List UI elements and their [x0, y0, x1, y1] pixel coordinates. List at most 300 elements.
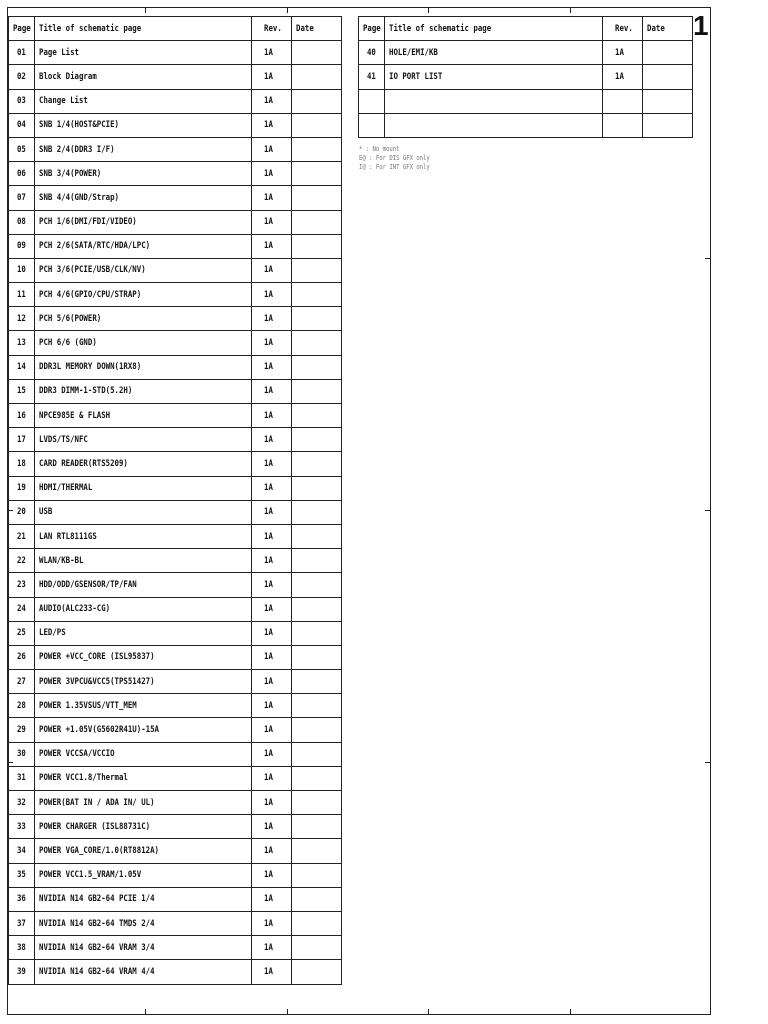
page-title-cell: [385, 89, 603, 113]
page-title-cell: [35, 573, 252, 597]
page-number-cell: [9, 234, 35, 258]
table-row: [9, 791, 342, 815]
page-number-cell-text: 33: [17, 821, 26, 832]
page-number-cell: [9, 452, 35, 476]
page-number-cell: [9, 65, 35, 89]
date-cell: [292, 89, 342, 113]
col-header-page-text: Page: [362, 23, 381, 34]
page-title-cell: [35, 670, 252, 694]
page-number-cell: [359, 89, 385, 113]
table-row: [9, 911, 342, 935]
date-cell: [292, 210, 342, 234]
page-title-cell-text: HOLE/EMI/KB: [389, 47, 438, 58]
revision-cell: [603, 89, 643, 113]
table-row: [359, 65, 693, 89]
date-cell: [643, 65, 693, 89]
page-number-cell: [9, 283, 35, 307]
revision-cell-text: 1A: [264, 507, 273, 518]
revision-cell: [603, 65, 643, 89]
date-cell: [292, 960, 342, 984]
table-row: [9, 162, 342, 186]
table-row: [9, 887, 342, 911]
page-number-cell: [9, 694, 35, 718]
date-cell: [292, 742, 342, 766]
col-header-rev-text: Rev.: [615, 23, 633, 34]
revision-cell: [252, 404, 292, 428]
col-header-rev-text: Rev.: [264, 23, 282, 34]
table-row: [9, 476, 342, 500]
table-row: [9, 621, 342, 645]
page-title-cell: [35, 911, 252, 935]
page-title-cell: [35, 791, 252, 815]
page-title-cell-text: WLAN/KB-BL: [39, 555, 84, 566]
page-title-cell-text: LAN RTL8111GS: [39, 531, 97, 542]
revision-cell: [252, 887, 292, 911]
page-number-cell: [9, 645, 35, 669]
page-title-cell-text: Page List: [39, 47, 80, 58]
page-title-cell-text: SNB 2/4(DDR3 I/F): [39, 144, 115, 155]
col-header-page-text: Page: [12, 23, 31, 34]
page-title-cell: [35, 379, 252, 403]
frame-tick: [570, 7, 571, 13]
page-number-cell: [9, 113, 35, 137]
revision-cell: [252, 41, 292, 65]
revision-cell-text: 1A: [264, 579, 273, 590]
page-list-table-right: [358, 16, 693, 138]
revision-cell-text: 1A: [264, 725, 273, 736]
page-title-cell: [35, 815, 252, 839]
revision-cell-text: 1A: [264, 652, 273, 663]
page-number-cell: [9, 549, 35, 573]
page-title-cell-text: NVIDIA N14 GB2-64 VRAM 4/4: [39, 966, 155, 977]
table-row: [9, 307, 342, 331]
table-row: [9, 234, 342, 258]
page-number-cell-text: 09: [17, 241, 26, 252]
table-row: [9, 113, 342, 137]
page-number-cell-text: 17: [17, 434, 26, 445]
page-title-cell: [35, 41, 252, 65]
page-number-cell-text: 23: [17, 579, 26, 590]
table-row: [9, 41, 342, 65]
revision-cell: [252, 379, 292, 403]
date-cell: [292, 718, 342, 742]
page-number-cell-text: 29: [17, 725, 26, 736]
table-row: [9, 742, 342, 766]
revision-cell: [252, 839, 292, 863]
page-number-cell-text: 04: [17, 120, 26, 131]
page-number-cell-text: 28: [17, 700, 26, 711]
page-number-cell-text: 41: [367, 71, 376, 82]
date-cell: [292, 41, 342, 65]
date-cell: [292, 839, 342, 863]
page-title-cell: [35, 137, 252, 161]
page-title-cell: [385, 65, 603, 89]
date-cell: [292, 791, 342, 815]
revision-cell-text: 1A: [264, 918, 273, 929]
page-number-cell: [9, 573, 35, 597]
table-row: [9, 645, 342, 669]
page-number-cell-text: 26: [17, 652, 26, 663]
table-row: [9, 573, 342, 597]
col-header-page: [359, 17, 385, 41]
revision-cell-text: 1A: [264, 628, 273, 639]
page-title-cell-text: POWER VCCSA/VCCIO: [39, 749, 115, 760]
page-number-cell: [9, 89, 35, 113]
page-number-cell: [9, 500, 35, 524]
revision-cell-text: 1A: [264, 386, 273, 397]
page-number-cell-text: 16: [17, 410, 26, 421]
revision-cell-text: 1A: [264, 749, 273, 760]
table-row: [9, 186, 342, 210]
page-number-cell: [9, 815, 35, 839]
date-cell: [292, 283, 342, 307]
revision-cell-text: 1A: [264, 362, 273, 373]
page-number-cell-text: 31: [17, 773, 26, 784]
revision-cell: [252, 694, 292, 718]
page-number-cell: [9, 621, 35, 645]
page-title-cell-text: PCH 1/6(DMI/FDI/VIDEO): [39, 217, 137, 228]
revision-cell-text: 1A: [264, 483, 273, 494]
col-header-title: [385, 17, 603, 41]
page-number-cell: [9, 742, 35, 766]
date-cell: [292, 911, 342, 935]
date-cell: [643, 113, 693, 137]
date-cell: [292, 355, 342, 379]
date-cell: [292, 428, 342, 452]
page-number-cell: [9, 863, 35, 887]
col-header-date-text: Date: [296, 23, 314, 34]
page-title-cell-text: POWER VGA_CORE/1.0(RT8812A): [39, 845, 159, 856]
revision-cell-text: 1A: [615, 71, 624, 82]
page-number-cell-text: 27: [17, 676, 26, 687]
date-cell: [292, 621, 342, 645]
revision-cell: [252, 210, 292, 234]
page-number-cell-text: 35: [17, 870, 26, 881]
revision-cell-text: 1A: [264, 966, 273, 977]
revision-cell: [252, 791, 292, 815]
revision-cell-text: 1A: [264, 168, 273, 179]
date-cell: [292, 694, 342, 718]
page-title-cell-text: SNB 1/4(HOST&PCIE): [39, 120, 119, 131]
col-header-rev: [252, 17, 292, 41]
page-number-cell: [9, 718, 35, 742]
revision-cell-text: 1A: [264, 241, 273, 252]
page-title-cell-text: AUDIO(ALC233-CG): [39, 604, 111, 615]
page-number-cell: [9, 258, 35, 282]
revision-cell: [252, 113, 292, 137]
page-number-cell: [359, 65, 385, 89]
revision-cell-text: 1A: [264, 797, 273, 808]
revision-cell-text: 1A: [264, 773, 273, 784]
page-title-cell: [35, 621, 252, 645]
revision-cell: [252, 742, 292, 766]
revision-cell: [252, 355, 292, 379]
revision-cell: [252, 936, 292, 960]
page-number-cell-text: 07: [17, 192, 26, 203]
page-title-cell-text: PCH 6/6 (GND): [39, 338, 97, 349]
page-number-cell-text: 11: [17, 289, 26, 300]
date-cell: [292, 549, 342, 573]
page-title-cell: [35, 283, 252, 307]
revision-cell: [252, 597, 292, 621]
page-title-cell: [35, 404, 252, 428]
revision-cell: [252, 258, 292, 282]
page-number-cell: [9, 307, 35, 331]
table-row: [9, 89, 342, 113]
date-cell: [292, 500, 342, 524]
page-number-cell: [9, 766, 35, 790]
page-title-cell: [35, 186, 252, 210]
page-title-cell-text: HDD/ODD/GSENSOR/TP/FAN: [39, 579, 137, 590]
frame-tick: [428, 1009, 429, 1015]
page-number-cell: [9, 404, 35, 428]
revision-cell-text: 1A: [615, 47, 624, 58]
page-number-cell: [359, 113, 385, 137]
page-title-cell: [35, 258, 252, 282]
page-number-cell: [359, 41, 385, 65]
page-title-cell: [385, 41, 603, 65]
page-title-cell-text: CARD READER(RTS5209): [39, 458, 128, 469]
date-cell: [292, 186, 342, 210]
date-cell: [292, 766, 342, 790]
revision-cell-text: 1A: [264, 313, 273, 324]
page-title-cell-text: POWER +VCC_CORE (ISL95837): [39, 652, 155, 663]
page-title-cell: [35, 500, 252, 524]
page-number-cell: [9, 911, 35, 935]
revision-cell: [252, 331, 292, 355]
page-title-cell: [35, 355, 252, 379]
page-number-cell: [9, 791, 35, 815]
frame-tick: [145, 7, 146, 13]
table-row: [9, 863, 342, 887]
table-row: [9, 355, 342, 379]
mount-notes: [359, 145, 430, 172]
date-cell: [292, 137, 342, 161]
page-title-cell-text: PCH 5/6(POWER): [39, 313, 102, 324]
table-row: [9, 404, 342, 428]
page-title-cell-text: POWER +1.05V(G5602R41U)-15A: [39, 725, 159, 736]
table-row: [359, 41, 693, 65]
frame-tick: [705, 762, 711, 763]
date-cell: [292, 331, 342, 355]
date-cell: [292, 258, 342, 282]
revision-cell-text: 1A: [264, 217, 273, 228]
page-title-cell: [35, 863, 252, 887]
page-number-cell-text: 20: [17, 507, 26, 518]
revision-cell: [252, 718, 292, 742]
frame-tick: [705, 510, 711, 511]
date-cell: [292, 307, 342, 331]
page-number-cell-text: 02: [17, 71, 26, 82]
page-title-cell-text: POWER VCC1.5_VRAM/1.05V: [39, 870, 142, 881]
page-number-cell-text: 22: [17, 555, 26, 566]
page-title-cell-text: SNB 4/4(GND/Strap): [39, 192, 119, 203]
date-cell: [292, 452, 342, 476]
revision-cell: [252, 89, 292, 113]
page-title-cell: [35, 887, 252, 911]
page-number-cell-text: 15: [17, 386, 26, 397]
revision-cell: [252, 815, 292, 839]
page-title-cell: [35, 234, 252, 258]
page-number-cell: [9, 41, 35, 65]
page-number-cell-text: 38: [17, 942, 26, 953]
page-number-cell-text: 39: [17, 966, 26, 977]
page-title-cell-text: PCH 3/6(PCIE/USB/CLK/NV): [39, 265, 146, 276]
date-cell: [292, 863, 342, 887]
revision-cell-text: 1A: [264, 410, 273, 421]
col-header-rev: [603, 17, 643, 41]
frame-tick: [145, 1009, 146, 1015]
revision-cell-text: 1A: [264, 289, 273, 300]
page-title-cell-text: Change List: [39, 96, 88, 107]
page-title-cell-text: HDMI/THERMAL: [39, 483, 93, 494]
page-title-cell: [35, 89, 252, 113]
page-number-cell-text: 06: [17, 168, 26, 179]
page-number-cell: [9, 936, 35, 960]
page-title-cell: [35, 549, 252, 573]
page-number-cell-text: 12: [17, 313, 26, 324]
date-cell: [643, 89, 693, 113]
revision-cell-text: 1A: [264, 71, 273, 82]
page-number-cell: [9, 839, 35, 863]
page-number-cell: [9, 887, 35, 911]
page-number-cell: [9, 960, 35, 984]
table-row: [9, 65, 342, 89]
table-row: [9, 670, 342, 694]
revision-cell-text: 1A: [264, 458, 273, 469]
page-title-cell: [35, 524, 252, 548]
table-row: [9, 137, 342, 161]
page-number-cell: [9, 186, 35, 210]
table-row: [9, 331, 342, 355]
page-number-cell: [9, 524, 35, 548]
page-title-cell-text: LVDS/TS/NFC: [39, 434, 88, 445]
page-title-cell: [35, 718, 252, 742]
note-line: I@ : For INT GFX only: [359, 163, 430, 171]
page-title-cell-text: LED/PS: [39, 628, 66, 639]
revision-cell: [252, 766, 292, 790]
revision-cell: [252, 911, 292, 935]
table-row: [9, 815, 342, 839]
date-cell: [292, 65, 342, 89]
page-number-cell: [9, 331, 35, 355]
page-title-cell-text: PCH 2/6(SATA/RTC/HDA/LPC): [39, 241, 151, 252]
revision-cell-text: 1A: [264, 531, 273, 542]
table-row: [9, 766, 342, 790]
page-title-cell: [35, 452, 252, 476]
table-row: [9, 718, 342, 742]
date-cell: [292, 645, 342, 669]
table-row: [9, 379, 342, 403]
revision-cell-text: 1A: [264, 604, 273, 615]
revision-cell-text: 1A: [264, 870, 273, 881]
page-title-cell-text: DDR3 DIMM-1-STD(5.2H): [39, 386, 133, 397]
page-title-cell: [35, 476, 252, 500]
revision-cell: [252, 137, 292, 161]
page-title-cell: [35, 839, 252, 863]
page-number-cell-text: 34: [17, 845, 26, 856]
page-number-cell: [9, 137, 35, 161]
page-title-cell: [35, 742, 252, 766]
revision-cell-text: 1A: [264, 338, 273, 349]
page-title-cell: [35, 162, 252, 186]
page-title-cell-text: SNB 3/4(POWER): [39, 168, 102, 179]
revision-cell: [252, 476, 292, 500]
col-header-date: [292, 17, 342, 41]
col-header-page: [9, 17, 35, 41]
revision-cell: [252, 234, 292, 258]
page-title-cell-text: NPCE985E & FLASH: [39, 410, 111, 421]
page-number-cell-text: 25: [17, 628, 26, 639]
revision-cell-text: 1A: [264, 894, 273, 905]
page-number-cell-text: 01: [17, 47, 26, 58]
page-title-cell-text: IO PORT LIST: [389, 71, 443, 82]
page-title-cell-text: POWER(BAT IN / ADA IN/ UL): [39, 797, 155, 808]
page-number-cell-text: 40: [367, 47, 376, 58]
col-header-title-text: Title of schematic page: [389, 23, 492, 34]
date-cell: [292, 476, 342, 500]
page-number-cell: [9, 210, 35, 234]
page-number-cell-text: 13: [17, 338, 26, 349]
table-row: [9, 960, 342, 984]
page-title-cell: [35, 936, 252, 960]
revision-cell: [252, 549, 292, 573]
page-title-cell-text: POWER VCC1.8/Thermal: [39, 773, 128, 784]
page-title-cell-text: NVIDIA N14 GB2-64 PCIE 1/4: [39, 894, 155, 905]
table-row: [9, 452, 342, 476]
page-number-cell: [9, 355, 35, 379]
table-row: [9, 524, 342, 548]
frame-tick: [287, 7, 288, 13]
revision-cell-text: 1A: [264, 942, 273, 953]
revision-cell: [252, 186, 292, 210]
revision-cell: [252, 524, 292, 548]
revision-cell: [603, 113, 643, 137]
date-cell: [292, 887, 342, 911]
revision-cell: [252, 500, 292, 524]
page-number-cell-text: 32: [17, 797, 26, 808]
page-number-cell-text: 21: [17, 531, 26, 542]
page-title-cell: [35, 113, 252, 137]
date-cell: [292, 404, 342, 428]
page-number-cell: [9, 476, 35, 500]
date-cell: [292, 524, 342, 548]
table-row: [9, 258, 342, 282]
revision-cell-text: 1A: [264, 144, 273, 155]
revision-cell-text: 1A: [264, 47, 273, 58]
page-title-cell-text: USB: [39, 507, 53, 518]
page-number-cell: [9, 597, 35, 621]
revision-cell-text: 1A: [264, 434, 273, 445]
page-title-cell-text: POWER 1.35VSUS/VTT_MEM: [39, 700, 137, 711]
date-cell: [292, 234, 342, 258]
revision-cell: [252, 670, 292, 694]
revision-cell-text: 1A: [264, 845, 273, 856]
revision-cell: [252, 65, 292, 89]
col-header-title: [35, 17, 252, 41]
revision-cell: [603, 41, 643, 65]
page-number-cell: [9, 162, 35, 186]
date-cell: [292, 162, 342, 186]
page-title-cell: [35, 65, 252, 89]
page-number-cell: [9, 428, 35, 452]
page-title-cell: [35, 960, 252, 984]
revision-cell-text: 1A: [264, 821, 273, 832]
frame-tick: [428, 7, 429, 13]
frame-tick: [705, 258, 711, 259]
page-number-cell-text: 08: [17, 217, 26, 228]
header-row: [359, 17, 693, 41]
